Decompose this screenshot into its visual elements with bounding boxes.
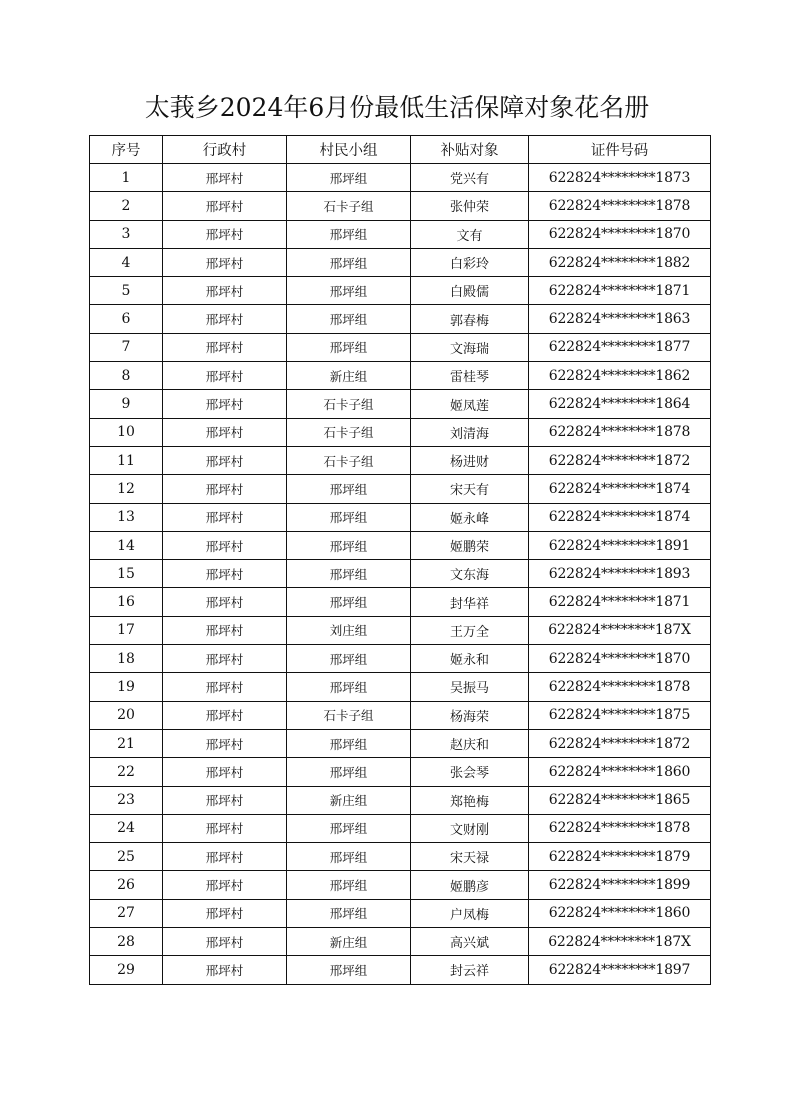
cell-id-number: 622824********1870 [529,645,711,673]
cell-group: 邢坪组 [287,758,411,786]
cell-group: 邢坪组 [287,531,411,559]
cell-village: 邢坪村 [163,503,287,531]
cell-id-number: 622824********1878 [529,192,711,220]
cell-group: 邢坪组 [287,164,411,192]
cell-group: 邢坪组 [287,503,411,531]
cell-village: 邢坪村 [163,446,287,474]
table-row [90,843,711,871]
cell-name: 姬凤莲 [411,390,529,418]
cell-name: 王万全 [411,616,529,644]
table-row [90,192,711,220]
table-row [90,503,711,531]
cell-village: 邢坪村 [163,871,287,899]
cell-seq: 20 [90,701,163,729]
table-row [90,956,711,984]
cell-seq: 1 [90,164,163,192]
cell-seq: 8 [90,362,163,390]
cell-name: 吴振马 [411,673,529,701]
cell-group: 邢坪组 [287,248,411,276]
table-row [90,305,711,333]
cell-village: 邢坪村 [163,616,287,644]
cell-seq: 17 [90,616,163,644]
table-row [90,729,711,757]
cell-village: 邢坪村 [163,645,287,673]
cell-village: 邢坪村 [163,843,287,871]
cell-name: 文东海 [411,560,529,588]
cell-village: 邢坪村 [163,560,287,588]
table-row [90,362,711,390]
cell-village: 邢坪村 [163,701,287,729]
page-title: 太莪乡2024年6月份最低生活保障对象花名册 [144,93,650,122]
table-row [90,645,711,673]
cell-name: 郭春梅 [411,305,529,333]
cell-seq: 25 [90,843,163,871]
cell-id-number: 622824********1862 [529,362,711,390]
cell-village: 邢坪村 [163,899,287,927]
cell-seq: 22 [90,758,163,786]
cell-village: 邢坪村 [163,220,287,248]
cell-name: 赵庆和 [411,729,529,757]
table-row [90,871,711,899]
cell-village: 邢坪村 [163,248,287,276]
cell-name: 户凤梅 [411,899,529,927]
table-row [90,786,711,814]
cell-seq: 29 [90,956,163,984]
cell-name: 姬永峰 [411,503,529,531]
table-row [90,390,711,418]
column-header-seq: 序号 [90,136,163,164]
cell-village: 邢坪村 [163,475,287,503]
cell-group: 邢坪组 [287,475,411,503]
cell-village: 邢坪村 [163,758,287,786]
cell-group: 石卡子组 [287,192,411,220]
cell-name: 白彩玲 [411,248,529,276]
cell-id-number: 622824********1860 [529,758,711,786]
cell-village: 邢坪村 [163,362,287,390]
cell-seq: 12 [90,475,163,503]
cell-name: 姬鹏彦 [411,871,529,899]
cell-seq: 14 [90,531,163,559]
cell-name: 杨海荣 [411,701,529,729]
cell-seq: 7 [90,333,163,361]
table-row [90,814,711,842]
cell-village: 邢坪村 [163,277,287,305]
cell-id-number: 622824********1878 [529,418,711,446]
cell-group: 石卡子组 [287,418,411,446]
cell-name: 党兴有 [411,164,529,192]
cell-id-number: 622824********1871 [529,277,711,305]
cell-id-number: 622824********1864 [529,390,711,418]
cell-seq: 24 [90,814,163,842]
cell-village: 邢坪村 [163,588,287,616]
cell-name: 高兴斌 [411,928,529,956]
cell-seq: 11 [90,446,163,474]
cell-id-number: 622824********1860 [529,899,711,927]
table-row [90,475,711,503]
cell-group: 邢坪组 [287,673,411,701]
cell-group: 新庄组 [287,362,411,390]
cell-seq: 27 [90,899,163,927]
cell-seq: 6 [90,305,163,333]
cell-id-number: 622824********187X [529,928,711,956]
cell-seq: 19 [90,673,163,701]
cell-seq: 18 [90,645,163,673]
cell-group: 邢坪组 [287,333,411,361]
cell-village: 邢坪村 [163,956,287,984]
cell-group: 邢坪组 [287,729,411,757]
beneficiary-table [89,135,711,985]
cell-village: 邢坪村 [163,531,287,559]
cell-group: 石卡子组 [287,390,411,418]
table-header-row [90,136,711,164]
table-body [90,164,711,985]
column-header-village: 行政村 [163,136,287,164]
cell-name: 封华祥 [411,588,529,616]
cell-seq: 2 [90,192,163,220]
cell-group: 邢坪组 [287,645,411,673]
cell-id-number: 622824********1874 [529,503,711,531]
cell-id-number: 622824********1872 [529,446,711,474]
table-row [90,531,711,559]
table-row [90,899,711,927]
cell-group: 邢坪组 [287,560,411,588]
cell-id-number: 622824********1870 [529,220,711,248]
cell-id-number: 622824********1872 [529,729,711,757]
cell-village: 邢坪村 [163,729,287,757]
cell-id-number: 622824********1878 [529,673,711,701]
cell-group: 刘庄组 [287,616,411,644]
cell-id-number: 622824********1863 [529,305,711,333]
cell-name: 姬鹏荣 [411,531,529,559]
cell-seq: 13 [90,503,163,531]
cell-village: 邢坪村 [163,814,287,842]
table-row [90,446,711,474]
cell-seq: 28 [90,928,163,956]
cell-id-number: 622824********1879 [529,843,711,871]
cell-group: 邢坪组 [287,220,411,248]
cell-name: 宋天有 [411,475,529,503]
cell-group: 新庄组 [287,786,411,814]
cell-village: 邢坪村 [163,164,287,192]
cell-seq: 15 [90,560,163,588]
cell-group: 邢坪组 [287,277,411,305]
table-row [90,673,711,701]
cell-group: 石卡子组 [287,446,411,474]
cell-village: 邢坪村 [163,673,287,701]
cell-id-number: 622824********1873 [529,164,711,192]
table-row [90,164,711,192]
table-row [90,928,711,956]
cell-seq: 10 [90,418,163,446]
cell-name: 白殿儒 [411,277,529,305]
column-header-group: 村民小组 [287,136,411,164]
cell-group: 邢坪组 [287,814,411,842]
cell-village: 邢坪村 [163,390,287,418]
cell-id-number: 622824********1897 [529,956,711,984]
table-row [90,588,711,616]
cell-seq: 23 [90,786,163,814]
table-row [90,333,711,361]
cell-name: 姬永和 [411,645,529,673]
cell-name: 文财刚 [411,814,529,842]
cell-name: 雷桂琴 [411,362,529,390]
cell-name: 文海瑞 [411,333,529,361]
cell-name: 张会琴 [411,758,529,786]
table-row [90,418,711,446]
cell-id-number: 622824********1893 [529,560,711,588]
cell-id-number: 622824********1874 [529,475,711,503]
table-row [90,248,711,276]
table-row [90,616,711,644]
cell-village: 邢坪村 [163,333,287,361]
cell-name: 宋天禄 [411,843,529,871]
cell-seq: 26 [90,871,163,899]
cell-name: 刘清海 [411,418,529,446]
cell-name: 张仲荣 [411,192,529,220]
cell-id-number: 622824********1865 [529,786,711,814]
table-row [90,758,711,786]
cell-village: 邢坪村 [163,928,287,956]
cell-id-number: 622824********1875 [529,701,711,729]
table-row [90,220,711,248]
cell-name: 文有 [411,220,529,248]
cell-village: 邢坪村 [163,305,287,333]
cell-id-number: 622824********1891 [529,531,711,559]
cell-name: 封云祥 [411,956,529,984]
cell-id-number: 622824********1878 [529,814,711,842]
cell-group: 邢坪组 [287,843,411,871]
cell-id-number: 622824********1882 [529,248,711,276]
cell-seq: 3 [90,220,163,248]
cell-group: 邢坪组 [287,871,411,899]
cell-village: 邢坪村 [163,786,287,814]
cell-name: 杨进财 [411,446,529,474]
column-header-id-number: 证件号码 [529,136,711,164]
table-row [90,277,711,305]
cell-village: 邢坪村 [163,418,287,446]
cell-id-number: 622824********1871 [529,588,711,616]
cell-group: 新庄组 [287,928,411,956]
cell-id-number: 622824********187X [529,616,711,644]
cell-seq: 21 [90,729,163,757]
column-header-name: 补贴对象 [411,136,529,164]
cell-seq: 16 [90,588,163,616]
cell-id-number: 622824********1877 [529,333,711,361]
cell-group: 邢坪组 [287,899,411,927]
cell-group: 邢坪组 [287,956,411,984]
cell-seq: 5 [90,277,163,305]
cell-village: 邢坪村 [163,192,287,220]
table-row [90,560,711,588]
cell-group: 石卡子组 [287,701,411,729]
cell-group: 邢坪组 [287,305,411,333]
cell-id-number: 622824********1899 [529,871,711,899]
cell-seq: 9 [90,390,163,418]
table-row [90,701,711,729]
cell-name: 郑艳梅 [411,786,529,814]
cell-group: 邢坪组 [287,588,411,616]
cell-seq: 4 [90,248,163,276]
